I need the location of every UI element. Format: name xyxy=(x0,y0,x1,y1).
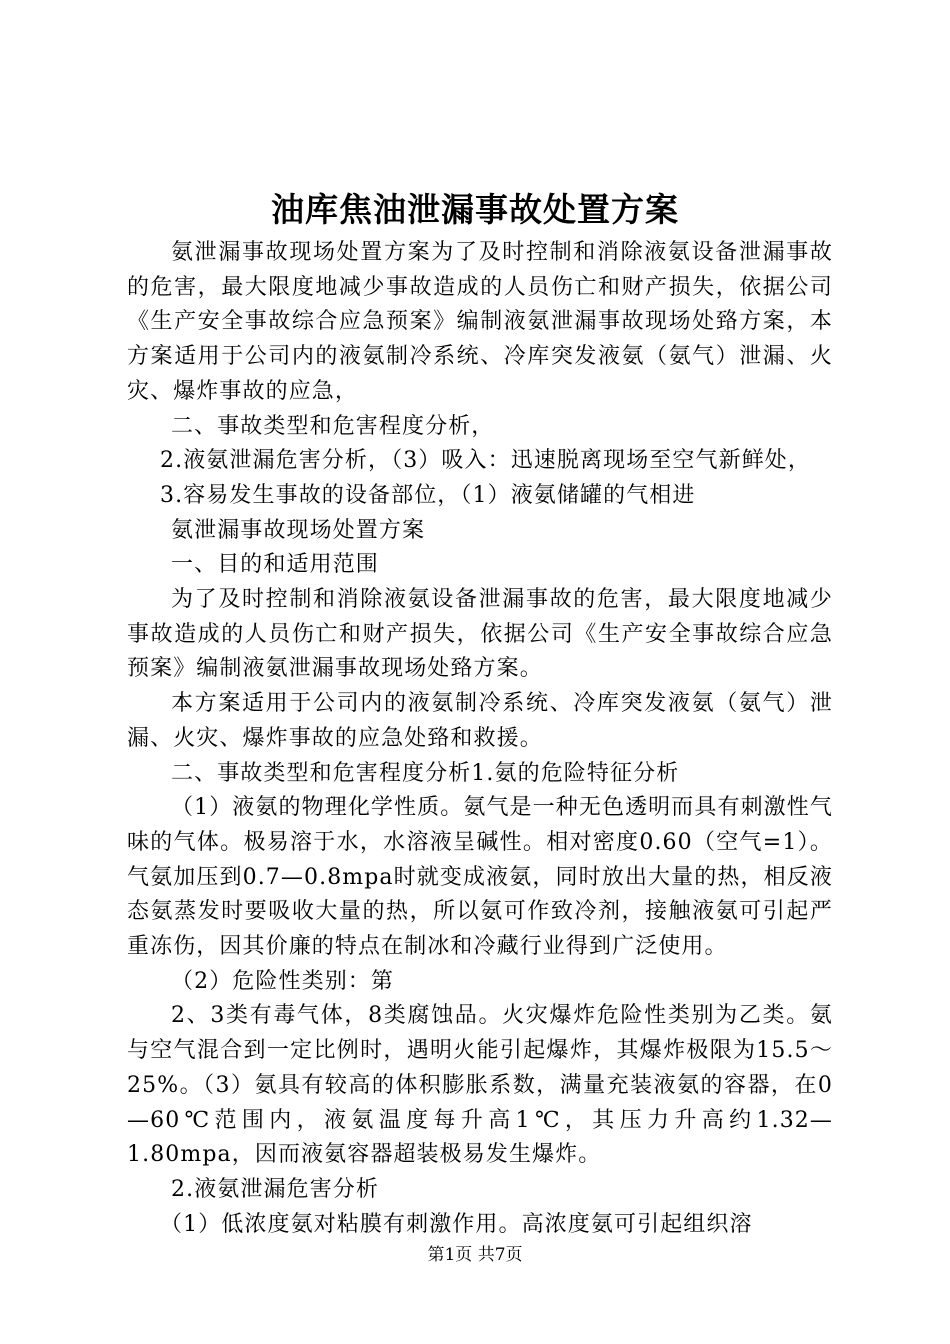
paragraph-subtitle: 氨泄漏事故现场处置方案 xyxy=(171,517,426,543)
paragraph-leak-hazard: 2.液氨泄漏危害分析，（3）吸入：迅速脱离现场至空气新鲜处， xyxy=(160,448,811,474)
paragraph-equipment: 3.容易发生事故的设备部位，（1）液氨储罐的气相进 xyxy=(160,482,696,508)
document-title: 油库焦油泄漏事故处置方案 xyxy=(271,190,679,229)
document-body xyxy=(127,236,833,1242)
paragraph-heading-types: 二、事故类型和危害程度分析， xyxy=(171,413,495,439)
paragraph-heading-purpose: 一、目的和适用范围 xyxy=(171,552,379,578)
paragraph-scope: 本方案适用于公司内的液氨制冷系统、冷库突发液氨（氨气）泄漏、火灾、爆炸事故的应急处臵和救援。 xyxy=(127,691,833,751)
paragraph-purpose: 为了及时控制和消除液氨设备泄漏事故的危害，最大限度地减少事故造成的人员伤亡和财产损失，依据公司《生产安全事故综合应急预案》编制液氨泄漏事故现场处臵方案。 xyxy=(127,587,833,682)
paragraph-intro: 氨泄漏事故现场处置方案为了及时控制和消除液氨设备泄漏事故的危害，最大限度地减少事故造成的人员伤亡和财产损失，依据公司《生产安全事故综合应急预案》编制液氨泄漏事故现场处臵方案，本方案适用于公司内的液氨制冷系统、冷库突发液氨（氨气）泄漏、火灾、爆炸事故的应急， xyxy=(127,240,833,404)
page-indicator: 第1页 共7页 xyxy=(427,1245,523,1265)
paragraph-heading-leak: 2.液氨泄漏危害分析 xyxy=(171,1176,379,1202)
paragraph-category: （2）危险性类别：第 xyxy=(171,968,394,994)
paragraph-low-concentration: （1）低浓度氨对粘膜有刺激作用。高浓度氨可引起组织溶 xyxy=(160,1211,753,1237)
paragraph-properties: （1）液氨的物理化学性质。氨气是一种无色透明而具有刺激性气味的气体。极易溶于水，水溶液呈碱性。相对密度0.60（空气=1）。气氨加压到0.7—0.8mpa时就变成液氨，同时放出大量的热，相反液态氨蒸发时要吸收大量的热，所以氨可作致冷剂，接触液氨可引起严重冻伤，因其价廉的特点在制冰和冷藏行业得到广泛使用。 xyxy=(127,795,833,960)
paragraph-toxic-class: 2、3类有毒气体，8类腐蚀品。火灾爆炸危险性类别为乙类。氨与空气混合到一定比例时，遇明火能引起爆炸，其爆炸极限为15.5～25%。（3）氨具有较高的体积膨胀系数，满量充装液氨的容器，在0—60℃范围内，液氨温度每升高1℃，其压力升高约1.32—1.80mpa，因而液氨容器超装极易发生爆炸。 xyxy=(127,1003,833,1168)
paragraph-heading-analysis: 二、事故类型和危害程度分析1.氨的危险特征分析 xyxy=(171,760,680,786)
